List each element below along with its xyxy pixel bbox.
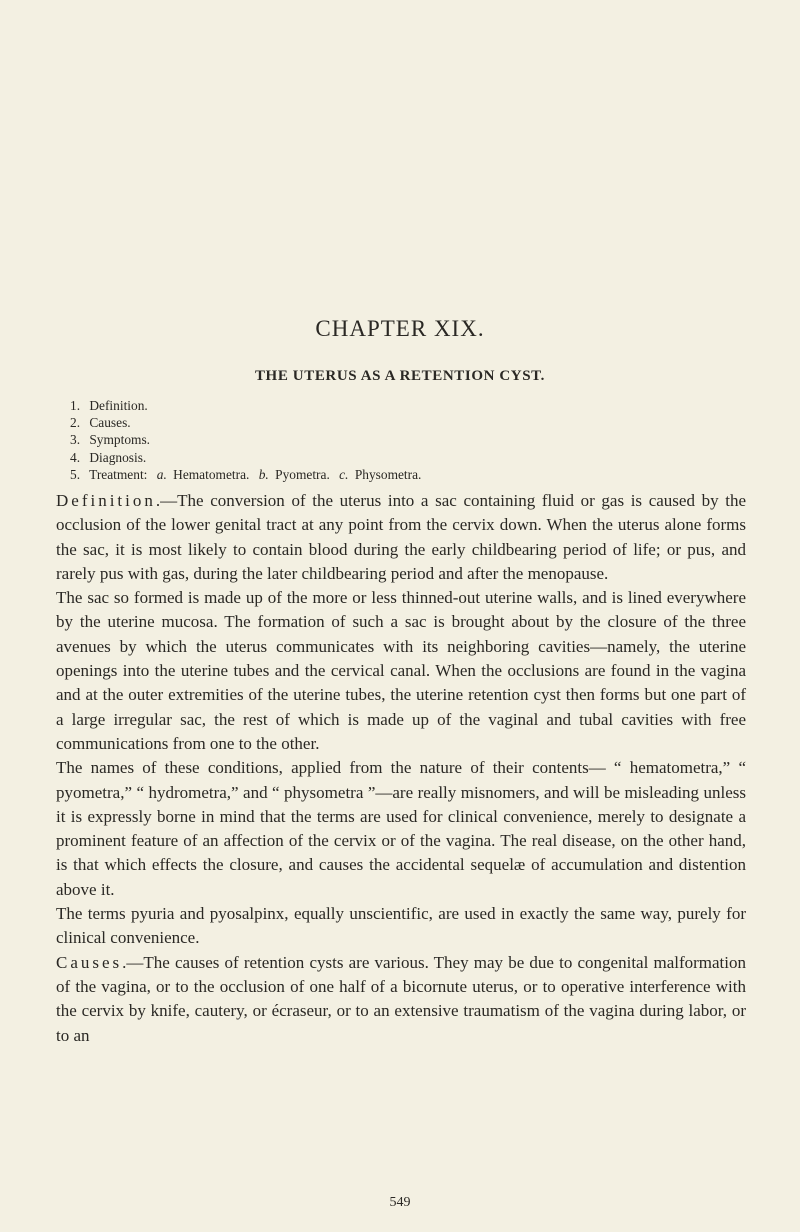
paragraph-text: The names of these conditions, applied from the nature of their contents— “ hematometra,” “ pyometra,” “ hydrometra,” and “ physometra ”—are really misnomers, and will be misleading unless it is expressly borne in mind that the terms are used for clinical convenience, merely to designate a prominent feature of an affection of the cervix or of the vagina. The real disease, on the other hand, is that which effects the closure, and causes the accidental sequelæ of accumulation and distention above it. (56, 758, 746, 899)
run-in-heading: Causes (56, 952, 123, 972)
chapter-heading: CHAPTER XIX. (315, 316, 485, 341)
outline-number: 1. (70, 398, 81, 413)
outline-sub-text: Pyometra. (275, 466, 330, 482)
outline-sub-letter: a. (156, 466, 167, 482)
paragraph (56, 902, 746, 951)
page-number: 549 (389, 1195, 411, 1210)
outline-sub-letter: c. (339, 466, 349, 482)
outline-item (70, 431, 750, 448)
outline-sub-text: Hematometra. (173, 466, 250, 482)
paragraph-definition (56, 489, 746, 586)
chapter-outline (70, 397, 750, 483)
paragraph-text: The terms pyuria and pyosalpinx, equally unscientific, are used in exactly the same way, purely for clinical convenience. (56, 904, 746, 948)
outline-text: Diagnosis. (89, 449, 147, 465)
paragraph (56, 586, 746, 756)
outline-item (70, 397, 750, 414)
outline-item (70, 449, 750, 466)
paragraph-text: .—The causes of retention cysts are various. They may be due to congenital malformation of the vagina, or to the occlusion of one half of a bicornute uterus, or to operative interference with the cervix by knife, cautery, or écraseur, or to an extensive traumatism of the vagina during labor, or to an (56, 952, 746, 1045)
outline-sub-text: Physometra. (354, 466, 422, 482)
outline-text: Causes. (89, 415, 131, 431)
outline-text: Symptoms. (89, 432, 151, 448)
paragraph (56, 756, 746, 902)
outline-number: 5. (70, 466, 81, 482)
run-in-heading: Definition (56, 491, 156, 510)
outline-item (70, 414, 750, 431)
chapter-title: THE UTERUS AS A RETENTION CYST. (254, 368, 546, 384)
outline-item (70, 466, 750, 483)
outline-number: 3. (70, 432, 81, 448)
outline-text: Definition. (89, 398, 148, 413)
outline-sub-letter: b. (258, 466, 269, 482)
outline-number: 2. (70, 415, 81, 431)
paragraph-causes (56, 951, 746, 1048)
paragraph-text: .—The conversion of the uterus into a sac containing fluid or gas is caused by the occlusion of the lower genital tract at any point from the cervix down. When the uterus alone forms the sac, it is most likely to contain blood during the early childbearing period of life; or pus, and rarely pus with gas, during the later childbearing period and after the menopause. (56, 491, 746, 583)
paragraph-text: The sac so formed is made up of the more or less thinned-out uterine walls, and is lined everywhere by the uterine mucosa. The formation of such a sac is brought about by the closure of the three avenues by which the uterus communicates with its neighboring cavities—namely, the uterine openings into the uterine tubes and the cervical canal. When the occlusions are found in the vagina and at the outer extremities of the uterine tubes, the uterine retention cyst then forms but one part of a large irregular sac, the rest of which is made up of the vaginal and tubal cavities with free communications from one to the other. (56, 588, 746, 753)
body-text (56, 489, 746, 1048)
outline-text: Treatment: (89, 466, 148, 482)
outline-number: 4. (70, 449, 81, 465)
